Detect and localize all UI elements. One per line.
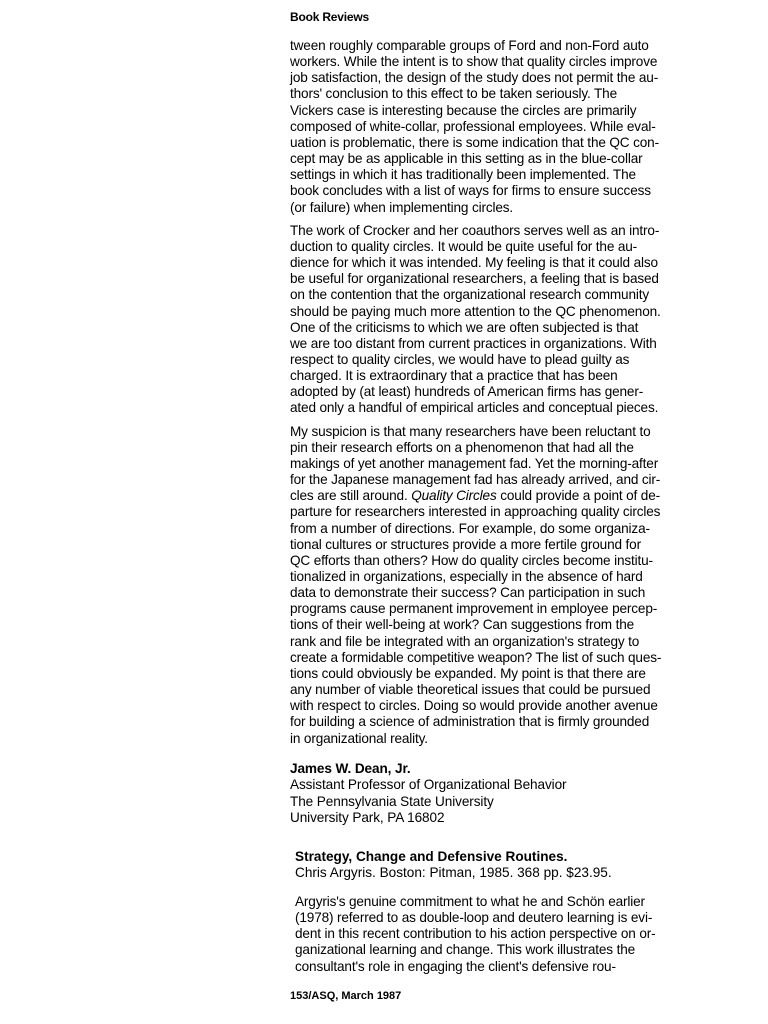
next-review-header — [295, 849, 735, 882]
text-line: programs cause permanent improvement in employee percep- — [290, 601, 658, 617]
text-line: tions could obviously be expanded. My point is that there are — [290, 665, 646, 681]
text-line: uation is problematic, there is some indication that the QC con- — [290, 134, 659, 150]
text-line: be useful for organizational researchers, a feeling that is based — [290, 271, 659, 287]
text-line: tween roughly comparable groups of Ford and non-Ford auto — [290, 38, 649, 53]
text-line: thors' conclusion to this effect to be taken seriously. The — [290, 86, 617, 102]
text-line: consultant's role in engaging the client's defensive rou- — [295, 958, 616, 974]
text-line: any number of viable theoretical issues that could be pursued — [290, 682, 651, 698]
text-line: for building a science of administration that is firmly grounded — [290, 714, 650, 730]
book-citation: Chris Argyris. Boston: Pitman, 1985. 368 pp. $23.95. — [295, 865, 612, 881]
text-line: The work of Crocker and her coauthors serves well as an intro- — [290, 222, 660, 238]
text-line: adopted by (at least) hundreds of American firms has gener- — [290, 384, 644, 400]
text-line: duction to quality circles. It would be quite useful for the au- — [290, 238, 638, 254]
text-line: should be paying much more attention to the QC phenomenon. — [290, 303, 661, 319]
text-line: create a formidable competitive weapon? The list of such ques- — [290, 649, 662, 665]
text-line: (or failure) when implementing circles. — [290, 199, 514, 215]
paragraph — [290, 223, 730, 417]
text-line: job satisfaction, the design of the study does not permit the au- — [290, 70, 659, 86]
text-line: dience for which it was intended. My feeling is that it could also — [290, 255, 658, 271]
reviewer-name: James W. Dean, Jr. — [290, 760, 411, 776]
reviewer-institution: The Pennsylvania State University — [290, 793, 494, 809]
next-review-body — [295, 894, 735, 982]
text-line: parture for researchers interested in approaching quality circles — [290, 504, 661, 520]
running-head: Book Reviews — [290, 10, 369, 24]
page-footer: 153/ASQ, March 1987 — [290, 990, 402, 1002]
text-line: rank and file be integrated with an organization's strategy to — [290, 633, 640, 649]
text-line: workers. While the intent is to show that quality circles improve — [290, 54, 658, 70]
text-line: ated only a handful of empirical articles and conceptual pieces. — [290, 400, 659, 416]
text-line: in organizational reality. — [290, 730, 428, 746]
text-line: (1978) referred to as double-loop and deutero learning is evi- — [295, 910, 653, 926]
text-line: data to demonstrate their success? Can participation in such — [290, 585, 646, 601]
text-line: tionalized in organizations, especially in the absence of hard — [290, 569, 643, 584]
review-body — [290, 38, 730, 747]
review-column — [290, 38, 730, 826]
text-line: for the Japanese management fad has already arrived, and cir- — [290, 472, 661, 488]
paragraph — [290, 424, 730, 747]
text-line: tional cultures or structures provide a more fertile ground for — [290, 536, 641, 552]
paragraph — [290, 38, 730, 216]
text-line: makings of yet another management fad. Yet the morning-after — [290, 455, 659, 471]
text-line: Vickers case is interesting because the circles are primarily — [290, 102, 637, 118]
text-line: tions of their well-being at work? Can suggestions from the — [290, 617, 635, 633]
text-line: One of the criticisms to which we are often subjected is that — [290, 319, 639, 335]
reviewer-signature — [290, 761, 730, 827]
text-line: with respect to circles. Doing so would provide another avenue — [290, 698, 658, 714]
text-line: Argyris's genuine commitment to what he and Schön earlier — [295, 894, 645, 909]
text-line: we are too distant from current practices in organizations. With — [290, 335, 657, 351]
text-line: ganizational learning and change. This work illustrates the — [295, 942, 636, 958]
italic-book-title: Quality Circles — [411, 488, 497, 504]
text-line: from a number of directions. For example, do some organiza- — [290, 520, 650, 536]
text-line: dent in this recent contribution to his action perspective on or- — [295, 926, 656, 942]
text-line: book concludes with a list of ways for firms to ensure success — [290, 183, 651, 199]
text-line: QC efforts than others? How do quality circles become institu- — [290, 552, 653, 568]
book-title: Strategy, Change and Defensive Routines. — [295, 849, 568, 864]
text-line: cles are still around. Quality Circles could provide a point of de- — [290, 488, 661, 504]
text-line: cept may be as applicable in this setting as in the blue-collar — [290, 151, 643, 167]
text-line: on the contention that the organizational research community — [290, 287, 650, 303]
reviewer-title: Assistant Professor of Organizational Behavior — [290, 777, 567, 793]
text-line: respect to quality circles, we would have to plead guilty as — [290, 351, 630, 367]
text-line: pin their research efforts on a phenomenon that had all the — [290, 439, 634, 455]
text-line: My suspicion is that many researchers have been reluctant to — [290, 423, 651, 439]
reviewer-address: University Park, PA 16802 — [290, 809, 445, 825]
text-line: charged. It is extraordinary that a practice that has been — [290, 368, 618, 384]
paragraph — [295, 894, 735, 975]
text-line: composed of white-collar, professional employees. While eval- — [290, 118, 656, 134]
text-line: settings in which it has traditionally been implemented. The — [290, 167, 636, 183]
